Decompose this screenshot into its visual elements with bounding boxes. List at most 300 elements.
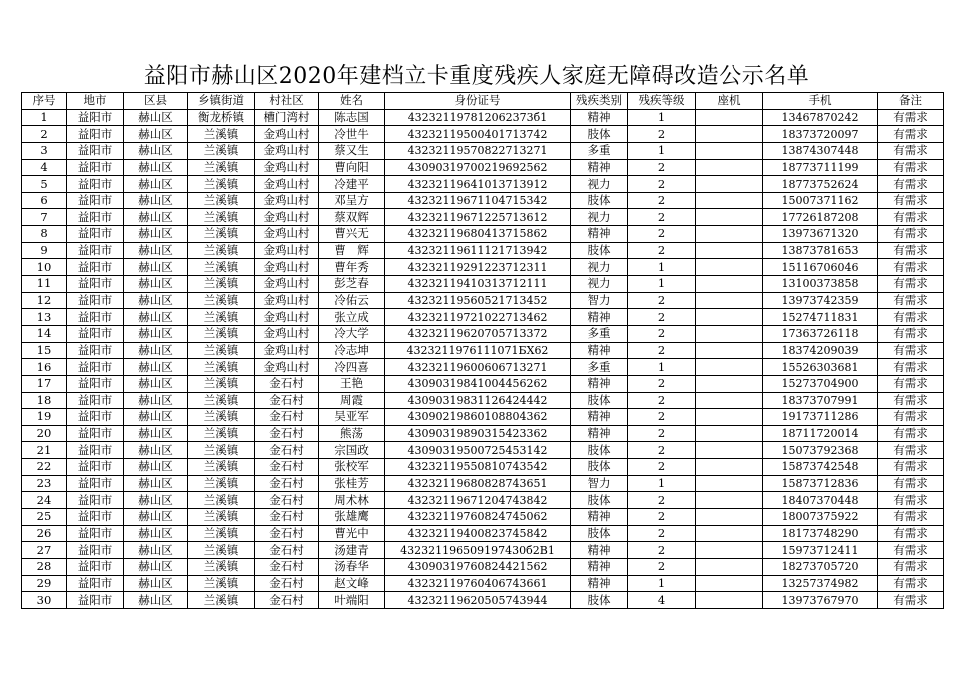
cell-town: 兰溪镇 — [188, 542, 255, 559]
cell-name: 张校军 — [319, 459, 385, 476]
cell-town: 兰溪镇 — [188, 209, 255, 226]
cell-village: 槽门湾村 — [255, 109, 319, 126]
cell-county: 赫山区 — [124, 226, 188, 243]
col-header-village: 村社区 — [255, 93, 319, 110]
cell-town: 兰溪镇 — [188, 442, 255, 459]
cell-village: 金鸡山村 — [255, 292, 319, 309]
cell-mobile: 15873712836 — [763, 475, 878, 492]
table-row — [22, 558, 944, 575]
cell-mobile: 13100373858 — [763, 276, 878, 293]
cell-city: 益阳市 — [67, 409, 124, 426]
table-row — [22, 375, 944, 392]
cell-mobile: 18007375922 — [763, 509, 878, 526]
cell-city: 益阳市 — [67, 375, 124, 392]
cell-town: 衡龙桥镇 — [188, 109, 255, 126]
cell-disability-level: 1 — [628, 359, 696, 376]
table-row — [22, 509, 944, 526]
cell-mobile: 13257374982 — [763, 575, 878, 592]
cell-disability-level: 2 — [628, 442, 696, 459]
cell-disability-type: 精神 — [571, 409, 628, 426]
cell-mobile: 13874307448 — [763, 142, 878, 159]
col-header-city: 地市 — [67, 93, 124, 110]
cell-disability-level: 2 — [628, 292, 696, 309]
cell-disability-type: 视力 — [571, 176, 628, 193]
cell-disability-type: 精神 — [571, 575, 628, 592]
cell-name: 蔡又生 — [319, 142, 385, 159]
table-row — [22, 459, 944, 476]
cell-disability-level: 2 — [628, 509, 696, 526]
cell-town: 兰溪镇 — [188, 392, 255, 409]
cell-index: 19 — [22, 409, 67, 426]
cell-index: 10 — [22, 259, 67, 276]
cell-town: 兰溪镇 — [188, 409, 255, 426]
cell-disability-type: 肢体 — [571, 392, 628, 409]
cell-name: 曹光中 — [319, 525, 385, 542]
cell-disability-type: 精神 — [571, 542, 628, 559]
cell-county: 赫山区 — [124, 542, 188, 559]
cell-landline — [696, 342, 763, 359]
cell-disability-type: 精神 — [571, 509, 628, 526]
cell-disability-level: 4 — [628, 592, 696, 609]
cell-village: 金石村 — [255, 492, 319, 509]
cell-disability-level: 2 — [628, 209, 696, 226]
cell-village: 金石村 — [255, 409, 319, 426]
cell-county: 赫山区 — [124, 392, 188, 409]
cell-county: 赫山区 — [124, 575, 188, 592]
cell-city: 益阳市 — [67, 359, 124, 376]
cell-mobile: 18273705720 — [763, 558, 878, 575]
cell-disability-level: 2 — [628, 242, 696, 259]
cell-town: 兰溪镇 — [188, 309, 255, 326]
cell-disability-type: 精神 — [571, 375, 628, 392]
cell-name: 冷佑云 — [319, 292, 385, 309]
cell-disability-level: 1 — [628, 276, 696, 293]
roster-table — [21, 92, 944, 609]
cell-index: 20 — [22, 425, 67, 442]
cell-city: 益阳市 — [67, 292, 124, 309]
cell-city: 益阳市 — [67, 558, 124, 575]
cell-city: 益阳市 — [67, 542, 124, 559]
cell-town: 兰溪镇 — [188, 459, 255, 476]
cell-county: 赫山区 — [124, 109, 188, 126]
cell-village: 金石村 — [255, 592, 319, 609]
cell-disability-level: 2 — [628, 492, 696, 509]
cell-city: 益阳市 — [67, 126, 124, 143]
table-row — [22, 292, 944, 309]
cell-name: 张雄鹰 — [319, 509, 385, 526]
cell-name: 冷志坤 — [319, 342, 385, 359]
cell-county: 赫山区 — [124, 409, 188, 426]
cell-village: 金鸡山村 — [255, 325, 319, 342]
cell-disability-type: 肢体 — [571, 192, 628, 209]
cell-index: 23 — [22, 475, 67, 492]
cell-mobile: 13873781653 — [763, 242, 878, 259]
cell-id-number: 43232119760824745062 — [385, 509, 571, 526]
cell-town: 兰溪镇 — [188, 242, 255, 259]
col-header-mobile: 手机 — [763, 93, 878, 110]
cell-mobile: 18373707991 — [763, 392, 878, 409]
cell-index: 1 — [22, 109, 67, 126]
table-row — [22, 209, 944, 226]
cell-county: 赫山区 — [124, 309, 188, 326]
col-header-county: 区县 — [124, 93, 188, 110]
cell-disability-level: 2 — [628, 159, 696, 176]
cell-landline — [696, 442, 763, 459]
cell-mobile: 15116706046 — [763, 259, 878, 276]
cell-county: 赫山区 — [124, 558, 188, 575]
cell-disability-level: 1 — [628, 142, 696, 159]
col-header-id-number: 身份证号 — [385, 93, 571, 110]
cell-town: 兰溪镇 — [188, 126, 255, 143]
table-row — [22, 492, 944, 509]
cell-disability-level: 2 — [628, 392, 696, 409]
cell-index: 21 — [22, 442, 67, 459]
cell-landline — [696, 375, 763, 392]
cell-landline — [696, 309, 763, 326]
cell-landline — [696, 409, 763, 426]
cell-disability-level: 2 — [628, 542, 696, 559]
cell-disability-type: 精神 — [571, 558, 628, 575]
cell-id-number: 43232119550810743542 — [385, 459, 571, 476]
cell-county: 赫山区 — [124, 442, 188, 459]
table-row — [22, 276, 944, 293]
cell-county: 赫山区 — [124, 292, 188, 309]
cell-county: 赫山区 — [124, 159, 188, 176]
table-row — [22, 525, 944, 542]
cell-mobile: 15273704900 — [763, 375, 878, 392]
table-row — [22, 309, 944, 326]
cell-landline — [696, 276, 763, 293]
table-row — [22, 592, 944, 609]
cell-name: 宗国政 — [319, 442, 385, 459]
cell-disability-level: 2 — [628, 375, 696, 392]
cell-mobile: 15973712411 — [763, 542, 878, 559]
cell-id-number: 43232119760406743661 — [385, 575, 571, 592]
col-header-remarks: 备注 — [878, 93, 944, 110]
cell-village: 金鸡山村 — [255, 126, 319, 143]
cell-name: 汤春华 — [319, 558, 385, 575]
cell-id-number: 43232119641013713912 — [385, 176, 571, 193]
cell-landline — [696, 142, 763, 159]
cell-mobile: 18173748290 — [763, 525, 878, 542]
cell-city: 益阳市 — [67, 209, 124, 226]
cell-id-number: 43232119500401713742 — [385, 126, 571, 143]
cell-id-number: 43232119611121713942 — [385, 242, 571, 259]
cell-name: 熊荡 — [319, 425, 385, 442]
cell-disability-level: 2 — [628, 409, 696, 426]
cell-remarks: 有需求 — [878, 475, 944, 492]
cell-landline — [696, 509, 763, 526]
cell-town: 兰溪镇 — [188, 276, 255, 293]
cell-mobile: 17726187208 — [763, 209, 878, 226]
cell-remarks: 有需求 — [878, 409, 944, 426]
cell-mobile: 17363726118 — [763, 325, 878, 342]
cell-town: 兰溪镇 — [188, 176, 255, 193]
cell-town: 兰溪镇 — [188, 342, 255, 359]
cell-landline — [696, 525, 763, 542]
cell-village: 金石村 — [255, 375, 319, 392]
cell-disability-type: 肢体 — [571, 525, 628, 542]
cell-town: 兰溪镇 — [188, 226, 255, 243]
cell-county: 赫山区 — [124, 375, 188, 392]
cell-index: 11 — [22, 276, 67, 293]
cell-id-number: 43232119560521713452 — [385, 292, 571, 309]
cell-id-number: 432321197812062373б1 — [385, 109, 571, 126]
table-row — [22, 259, 944, 276]
cell-id-number: 43232119620705713372 — [385, 325, 571, 342]
cell-town: 兰溪镇 — [188, 192, 255, 209]
cell-city: 益阳市 — [67, 525, 124, 542]
cell-village: 金鸡山村 — [255, 359, 319, 376]
cell-remarks: 有需求 — [878, 242, 944, 259]
cell-name: 吴亚军 — [319, 409, 385, 426]
cell-index: 16 — [22, 359, 67, 376]
cell-city: 益阳市 — [67, 459, 124, 476]
cell-mobile: 18773752624 — [763, 176, 878, 193]
table-row — [22, 392, 944, 409]
cell-disability-type: 精神 — [571, 159, 628, 176]
cell-mobile: 13973671320 — [763, 226, 878, 243]
cell-mobile: 13467870242 — [763, 109, 878, 126]
cell-remarks: 有需求 — [878, 525, 944, 542]
cell-disability-type: 肢体 — [571, 242, 628, 259]
cell-name: 周霞 — [319, 392, 385, 409]
cell-name: 曹向阳 — [319, 159, 385, 176]
cell-landline — [696, 325, 763, 342]
page-title: 益阳市赫山区2020年建档立卡重度残疾人家庭无障碍改造公示名单 — [143, 64, 810, 89]
cell-mobile: 15007371162 — [763, 192, 878, 209]
cell-mobile: 15073792368 — [763, 442, 878, 459]
cell-index: 24 — [22, 492, 67, 509]
cell-id-number: 43232119410313712111 — [385, 276, 571, 293]
cell-town: 兰溪镇 — [188, 142, 255, 159]
cell-remarks: 有需求 — [878, 342, 944, 359]
cell-landline — [696, 542, 763, 559]
cell-landline — [696, 558, 763, 575]
cell-remarks: 有需求 — [878, 558, 944, 575]
table-row — [22, 542, 944, 559]
table-row — [22, 142, 944, 159]
cell-landline — [696, 475, 763, 492]
cell-city: 益阳市 — [67, 259, 124, 276]
cell-disability-level: 1 — [628, 259, 696, 276]
cell-county: 赫山区 — [124, 242, 188, 259]
cell-village: 金石村 — [255, 442, 319, 459]
table-row — [22, 475, 944, 492]
cell-mobile: 18711720014 — [763, 425, 878, 442]
cell-village: 金石村 — [255, 425, 319, 442]
cell-city: 益阳市 — [67, 509, 124, 526]
cell-village: 金鸡山村 — [255, 259, 319, 276]
table-row — [22, 176, 944, 193]
cell-index: 5 — [22, 176, 67, 193]
cell-town: 兰溪镇 — [188, 509, 255, 526]
table-row — [22, 159, 944, 176]
cell-index: 17 — [22, 375, 67, 392]
cell-disability-level: 2 — [628, 325, 696, 342]
cell-disability-type: 多重 — [571, 325, 628, 342]
cell-disability-type: 精神 — [571, 109, 628, 126]
cell-mobile: 15274711831 — [763, 309, 878, 326]
cell-city: 益阳市 — [67, 575, 124, 592]
cell-id-number: 43090319890315423362 — [385, 425, 571, 442]
cell-disability-level: 2 — [628, 558, 696, 575]
cell-city: 益阳市 — [67, 492, 124, 509]
cell-index: 28 — [22, 558, 67, 575]
cell-id-number: 43232119671204743842 — [385, 492, 571, 509]
cell-village: 金石村 — [255, 558, 319, 575]
cell-mobile: 18374209039 — [763, 342, 878, 359]
cell-city: 益阳市 — [67, 142, 124, 159]
cell-county: 赫山区 — [124, 209, 188, 226]
cell-village: 金石村 — [255, 475, 319, 492]
cell-village: 金鸡山村 — [255, 242, 319, 259]
cell-village: 金鸡山村 — [255, 276, 319, 293]
cell-county: 赫山区 — [124, 276, 188, 293]
table-row — [22, 575, 944, 592]
cell-landline — [696, 209, 763, 226]
cell-town: 兰溪镇 — [188, 525, 255, 542]
cell-remarks: 有需求 — [878, 575, 944, 592]
col-header-index: 序号 — [22, 93, 67, 110]
cell-landline — [696, 392, 763, 409]
cell-disability-level: 2 — [628, 176, 696, 193]
cell-city: 益阳市 — [67, 226, 124, 243]
cell-name: 张桂芳 — [319, 475, 385, 492]
cell-name: 曹年秀 — [319, 259, 385, 276]
cell-disability-type: 精神 — [571, 309, 628, 326]
cell-disability-type: 肢体 — [571, 459, 628, 476]
cell-village: 金石村 — [255, 525, 319, 542]
cell-landline — [696, 592, 763, 609]
cell-remarks: 有需求 — [878, 126, 944, 143]
cell-disability-type: 肢体 — [571, 442, 628, 459]
cell-county: 赫山区 — [124, 475, 188, 492]
cell-name: 冷世牛 — [319, 126, 385, 143]
cell-id-number: 43090319841004456262 — [385, 375, 571, 392]
cell-county: 赫山区 — [124, 525, 188, 542]
cell-index: 13 — [22, 309, 67, 326]
cell-name: 汤建青 — [319, 542, 385, 559]
cell-village: 金鸡山村 — [255, 176, 319, 193]
cell-name: 蔡双辉 — [319, 209, 385, 226]
cell-id-number: 43090319760824421562 — [385, 558, 571, 575]
cell-name: 赵文峰 — [319, 575, 385, 592]
cell-village: 金鸡山村 — [255, 226, 319, 243]
cell-county: 赫山区 — [124, 359, 188, 376]
table-row — [22, 359, 944, 376]
cell-landline — [696, 176, 763, 193]
cell-village: 金鸡山村 — [255, 342, 319, 359]
cell-city: 益阳市 — [67, 425, 124, 442]
cell-remarks: 有需求 — [878, 259, 944, 276]
cell-disability-type: 精神 — [571, 425, 628, 442]
cell-id-number: 43232119680413715862 — [385, 226, 571, 243]
col-header-landline: 座机 — [696, 93, 763, 110]
table-row — [22, 126, 944, 143]
cell-name: 曹 辉 — [319, 242, 385, 259]
cell-city: 益阳市 — [67, 342, 124, 359]
cell-index: 27 — [22, 542, 67, 559]
cell-name: 冷建平 — [319, 176, 385, 193]
cell-landline — [696, 226, 763, 243]
cell-id-number: 43232119570822713271 — [385, 142, 571, 159]
cell-village: 金鸡山村 — [255, 309, 319, 326]
table-row — [22, 242, 944, 259]
cell-name: 周术林 — [319, 492, 385, 509]
cell-index: 7 — [22, 209, 67, 226]
cell-landline — [696, 459, 763, 476]
cell-remarks: 有需求 — [878, 359, 944, 376]
cell-disability-level: 2 — [628, 425, 696, 442]
cell-disability-type: 智力 — [571, 475, 628, 492]
cell-remarks: 有需求 — [878, 592, 944, 609]
cell-disability-type: 肢体 — [571, 592, 628, 609]
cell-mobile: 19173711286 — [763, 409, 878, 426]
cell-city: 益阳市 — [67, 242, 124, 259]
cell-landline — [696, 425, 763, 442]
cell-disability-type: 精神 — [571, 226, 628, 243]
cell-town: 兰溪镇 — [188, 375, 255, 392]
cell-index: 22 — [22, 459, 67, 476]
cell-county: 赫山区 — [124, 342, 188, 359]
cell-village: 金鸡山村 — [255, 209, 319, 226]
cell-remarks: 有需求 — [878, 459, 944, 476]
cell-name: 张立成 — [319, 309, 385, 326]
cell-town: 兰溪镇 — [188, 558, 255, 575]
cell-name: 冷四喜 — [319, 359, 385, 376]
cell-index: 18 — [22, 392, 67, 409]
cell-name: 叶端阳 — [319, 592, 385, 609]
cell-disability-level: 1 — [628, 575, 696, 592]
cell-city: 益阳市 — [67, 276, 124, 293]
cell-index: 2 — [22, 126, 67, 143]
header-row — [22, 93, 944, 110]
cell-county: 赫山区 — [124, 425, 188, 442]
cell-remarks: 有需求 — [878, 492, 944, 509]
cell-county: 赫山区 — [124, 192, 188, 209]
cell-id-number: 43232119671104715342 — [385, 192, 571, 209]
cell-index: 4 — [22, 159, 67, 176]
cell-index: 29 — [22, 575, 67, 592]
cell-town: 兰溪镇 — [188, 492, 255, 509]
cell-id-number: 432321196509197430б2B1 — [385, 542, 571, 559]
cell-remarks: 有需求 — [878, 309, 944, 326]
cell-index: 25 — [22, 509, 67, 526]
table-row — [22, 325, 944, 342]
cell-town: 兰溪镇 — [188, 425, 255, 442]
cell-remarks: 有需求 — [878, 509, 944, 526]
cell-county: 赫山区 — [124, 592, 188, 609]
cell-county: 赫山区 — [124, 176, 188, 193]
cell-remarks: 有需求 — [878, 392, 944, 409]
cell-index: 30 — [22, 592, 67, 609]
cell-county: 赫山区 — [124, 509, 188, 526]
cell-id-number: 43232119620505743944 — [385, 592, 571, 609]
table-row — [22, 425, 944, 442]
cell-village: 金石村 — [255, 575, 319, 592]
cell-remarks: 有需求 — [878, 142, 944, 159]
cell-disability-level: 1 — [628, 475, 696, 492]
cell-village: 金鸡山村 — [255, 142, 319, 159]
cell-name: 冷大学 — [319, 325, 385, 342]
cell-landline — [696, 242, 763, 259]
cell-city: 益阳市 — [67, 442, 124, 459]
cell-name: 王艳 — [319, 375, 385, 392]
cell-id-number: 4323211976111071БX62 — [385, 342, 571, 359]
cell-disability-type: 肢体 — [571, 126, 628, 143]
cell-disability-level: 2 — [628, 459, 696, 476]
